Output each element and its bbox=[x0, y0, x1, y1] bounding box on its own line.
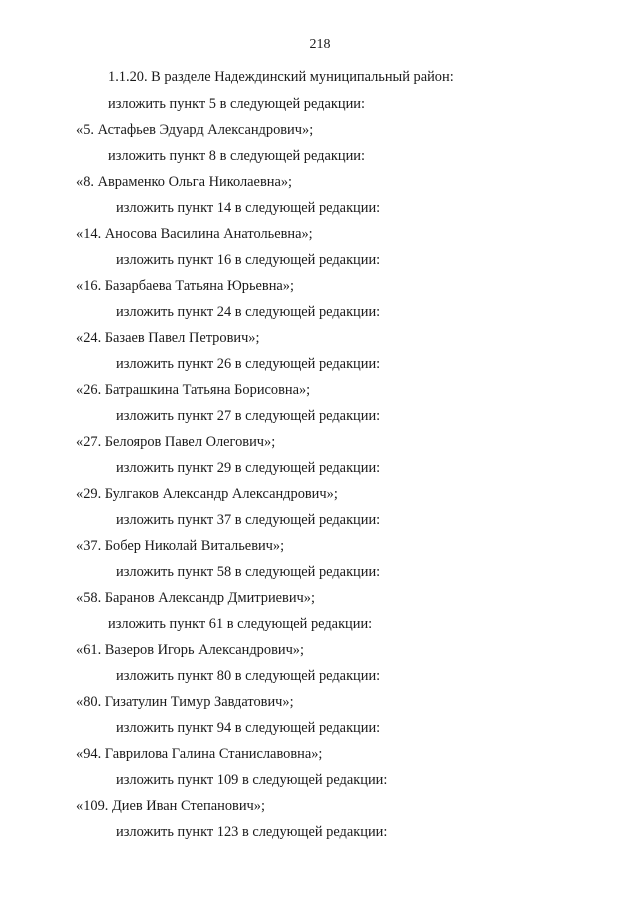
instruction-line: изложить пункт 29 в следующей редакции: bbox=[116, 460, 381, 476]
entry-line: «109. Диев Иван Степанович»; bbox=[76, 798, 265, 814]
entry-line: «5. Астафьев Эдуард Александрович»; bbox=[76, 122, 314, 138]
entry-line: «8. Авраменко Ольга Николаевна»; bbox=[76, 174, 293, 190]
instruction-line: изложить пункт 16 в следующей редакции: bbox=[116, 252, 381, 268]
entry-line: «26. Батрашкина Татьяна Борисовна»; bbox=[76, 382, 311, 398]
entry-line: «80. Гизатулин Тимур Завдатович»; bbox=[76, 694, 294, 710]
instruction-line: изложить пункт 14 в следующей редакции: bbox=[116, 200, 381, 216]
instruction-line: изложить пункт 109 в следующей редакции: bbox=[116, 772, 388, 788]
instruction-line: изложить пункт 58 в следующей редакции: bbox=[116, 564, 381, 580]
entry-line: «94. Гаврилова Галина Станиславовна»; bbox=[76, 746, 323, 762]
section-heading: 1.1.20. В разделе Надеждинский муниципальный район: bbox=[108, 69, 454, 85]
instruction-line: изложить пункт 123 в следующей редакции: bbox=[116, 824, 388, 840]
entry-line: «27. Белояров Павел Олегович»; bbox=[76, 434, 276, 450]
entry-line: «61. Вазеров Игорь Александрович»; bbox=[76, 642, 304, 658]
instruction-line: изложить пункт 37 в следующей редакции: bbox=[116, 512, 381, 528]
instruction-line: изложить пункт 94 в следующей редакции: bbox=[116, 720, 381, 736]
page-number: 218 bbox=[309, 37, 331, 52]
instruction-line: изложить пункт 8 в следующей редакции: bbox=[108, 148, 365, 164]
entry-line: «58. Баранов Александр Дмитриевич»; bbox=[76, 590, 315, 606]
entry-line: «29. Булгаков Александр Александрович»; bbox=[76, 486, 338, 502]
instruction-line: изложить пункт 26 в следующей редакции: bbox=[116, 356, 381, 372]
entry-line: «24. Базаев Павел Петрович»; bbox=[76, 330, 260, 346]
instruction-line: изложить пункт 80 в следующей редакции: bbox=[116, 668, 381, 684]
entry-line: «37. Бобер Николай Витальевич»; bbox=[76, 538, 285, 554]
instruction-line: изложить пункт 24 в следующей редакции: bbox=[116, 304, 381, 320]
entry-line: «16. Базарбаева Татьяна Юрьевна»; bbox=[76, 278, 295, 294]
instruction-line: изложить пункт 61 в следующей редакции: bbox=[108, 616, 373, 632]
instruction-line: изложить пункт 5 в следующей редакции: bbox=[108, 96, 365, 112]
instruction-line: изложить пункт 27 в следующей редакции: bbox=[116, 408, 381, 424]
entry-line: «14. Аносова Василина Анатольевна»; bbox=[76, 226, 313, 242]
